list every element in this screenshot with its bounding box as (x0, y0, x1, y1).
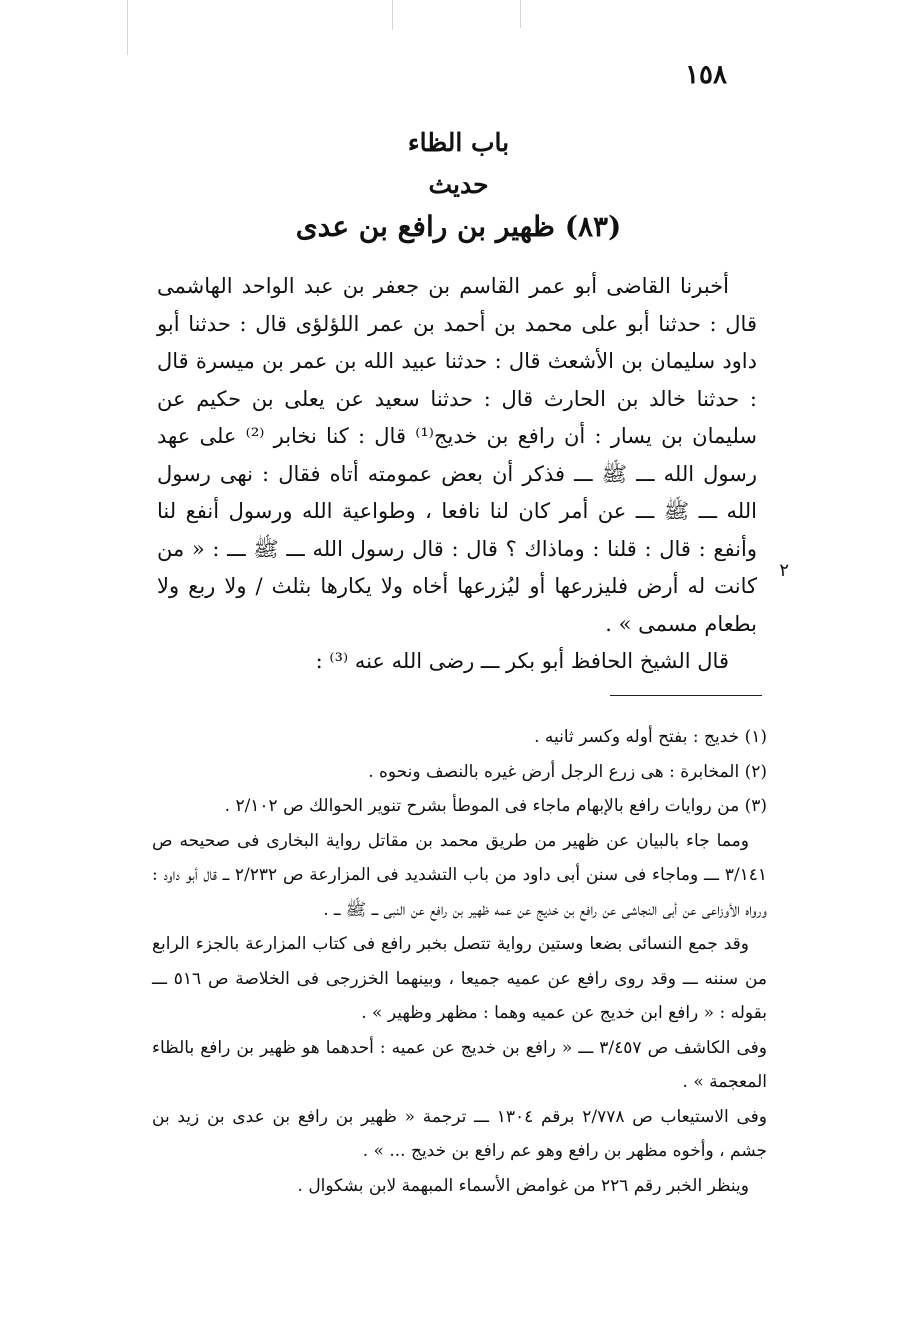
margin-number: ٢ (779, 560, 789, 581)
chapter-heading: باب الظاء (407, 128, 510, 157)
footnote-2: (٢) المخابرة : هى زرع الرجل أرض غيره بالنصف ونحوه . (368, 761, 767, 782)
footnote-divider (610, 695, 762, 696)
genre-heading: حديث (428, 170, 489, 199)
footnote-3-para-6: وينظر الخبر رقم ٢٢٦ من غوامض الأسماء المبهمة لابن بشكوال . (297, 1175, 749, 1196)
hadith-paragraph: أخبرنا القاضى أبو عمر القاسم بن جعفر بن عبد الواحد الهاشمى قال : حدثنا أبو على محمد بن أحمد بن عمر اللؤلؤى قال : حدثنا أبو داود سليمان بن الأشعث قال : حدثنا عبيد الله بن عمر بن ميسرة قال : حدثنا خالد بن الحارث قال : حدثنا سعيد عن يعلى بن حكيم عن سليمان بن يسار : أن رافع بن خديج⁽¹⁾ قال : كنا نخابر ⁽²⁾ على عهد رسول الله ـــ ﷺ ـــ فذكر أن بعض عمومته أتاه فقال : نهى رسول الله ـــ ﷺ ـــ عن أمر كان لنا نافعا ، وطواعية الله ورسول أنفع لنا وأنفع : قال : قلنا : وماذاك ؟ قال : قال رسول الله ـــ ﷺ ـــ : « من كانت له أرض فليزرعها أو ليُزرعها أخاه ولا يكارها بثلث / ولا ربع ولا بطعام مسمى » . (157, 274, 757, 636)
scan-mark (127, 0, 128, 55)
footnote-3-para-3: وقد جمع النسائى بضعا وستين رواية تتصل بخبر رافع فى كتاب المزارعة بالجزء الرابع من سننه ـــ وقد روى رافع عن عميه جميعا ، وبينهما الخزرجى فى الخلاصة ص ٥١٦ ـــ بقوله : « رافع ابن خديج عن عميه وهما : مظهر وظهير » . (152, 934, 767, 1023)
scan-mark (520, 0, 521, 28)
footnote-3: (٣) من روايات رافع بالإبهام ماجاء فى الموطأ بشرح تنوير الحوالك ص ٢/١٠٢ . (224, 796, 767, 816)
main-text (157, 268, 757, 681)
scan-mark (392, 0, 393, 30)
footnote-3-para-4: وفى الكاشف ص ٣/٤٥٧ ـــ « رافع بن خديج عن عميه : أحدهما هو ظهير بن رافع بالظاء المعجمة » . (152, 1037, 767, 1092)
page-number: ١٥٨ (685, 60, 727, 90)
entry-heading: (٨٣) ظهير بن رافع بن عدى (295, 210, 622, 243)
footnote-3-para-5: وفى الاستيعاب ص ٢/٧٧٨ برقم ١٣٠٤ ـــ ترجمة « ظهير بن رافع بن عدى بن زيد بن جشم ، وأخوه مظهر بن رافع وهو عم رافع بن خديج ... » . (152, 1106, 767, 1161)
footnote-3-para-2: ومما جاء بالبيان عن ظهير من طريق محمد بن مقاتل رواية البخارى فى صحيحه ص ٣/١٤١ ـــ وماجاء فى سنن أبى داود من باب التشديد فى المزارعة ص ٢/٢٣٢ ـــ قال أبو داود : ورواه الأوزاعى عن أبى النجاشى عن رافع بن خديج عن عمه ظهير بن رافع عن النبى ـــ ﷺ ـــ . (152, 830, 767, 920)
footnotes (152, 720, 767, 1203)
closing-paragraph: قال الشيخ الحافظ أبو بكر ـــ رضى الله عنه ⁽³⁾ : (315, 649, 729, 673)
footnote-1: (١) خديج : بفتح أوله وكسر ثانيه . (534, 727, 767, 747)
